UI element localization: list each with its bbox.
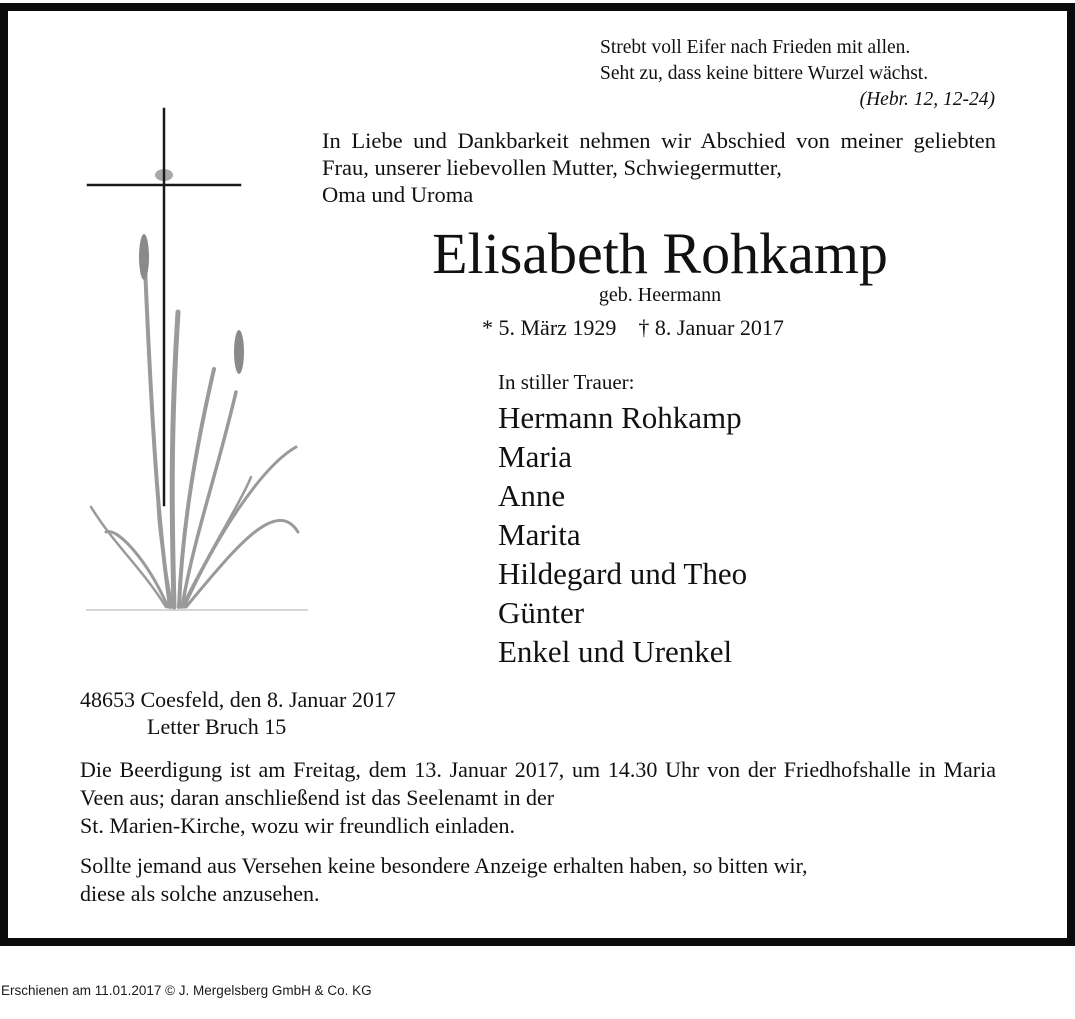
verse-line: Seht zu, dass keine bittere Wurzel wächst. [600,63,929,84]
place-and-date: 48653 Coesfeld, den 8. Januar 2017 [80,687,396,712]
bible-verse [600,35,1000,113]
verse-reference: (Hebr. 12, 12-24) [859,89,995,110]
mourner-name: Enkel und Urenkel [498,634,733,669]
death-date: † 8. Januar 2017 [638,315,784,340]
mourner-name: Maria [498,439,573,474]
birth-date: * 5. März 1929 [482,315,617,340]
notice-last-line: diese als solche anzusehen. [80,881,320,906]
cross-with-reeds-icon [86,107,308,617]
publication-footer: Erschienen am 11.01.2017 © J. Mergelsberg GmbH & Co. KG [1,983,372,998]
verse-line: Strebt voll Eifer nach Frieden mit allen. [600,37,911,58]
mourners-list [498,398,747,671]
maiden-name: geb. Heermann [598,284,722,306]
deceased-name: Elisabeth Rohkamp [432,221,888,286]
intro-last-line: Oma und Uroma [322,182,474,207]
mourning-label: In stiller Trauer: [498,370,635,394]
notice-text: Sollte jemand aus Versehen keine besondere Anzeige erhalten haben, so bitten wir, [80,853,808,878]
mourner-name: Hermann Rohkamp [498,400,742,435]
mourner-name: Marita [498,517,581,552]
mourner-name: Hildegard und Theo [498,556,748,591]
address-block [80,686,396,740]
life-dates [482,314,882,342]
funeral-text: Die Beerdigung ist am Freitag, dem 13. Januar 2017, um 14.30 Uhr von der Friedhofshalle in Maria Veen aus; daran anschließend ist das Seelenamt in der [80,757,996,810]
notification-notice [80,852,996,908]
funeral-last-line: St. Marien-Kirche, wozu wir freundlich einladen. [80,813,515,838]
mourner-name: Anne [498,478,566,513]
intro-body: In Liebe und Dankbarkeit nehmen wir Abschied von meiner geliebten Frau, unserer liebevollen Mutter, Schwiegermutter, [322,128,996,180]
street-address: Letter Bruch 15 [147,714,287,739]
funeral-notice [80,756,996,840]
intro-text [322,127,996,208]
mourner-name: Günter [498,595,585,630]
